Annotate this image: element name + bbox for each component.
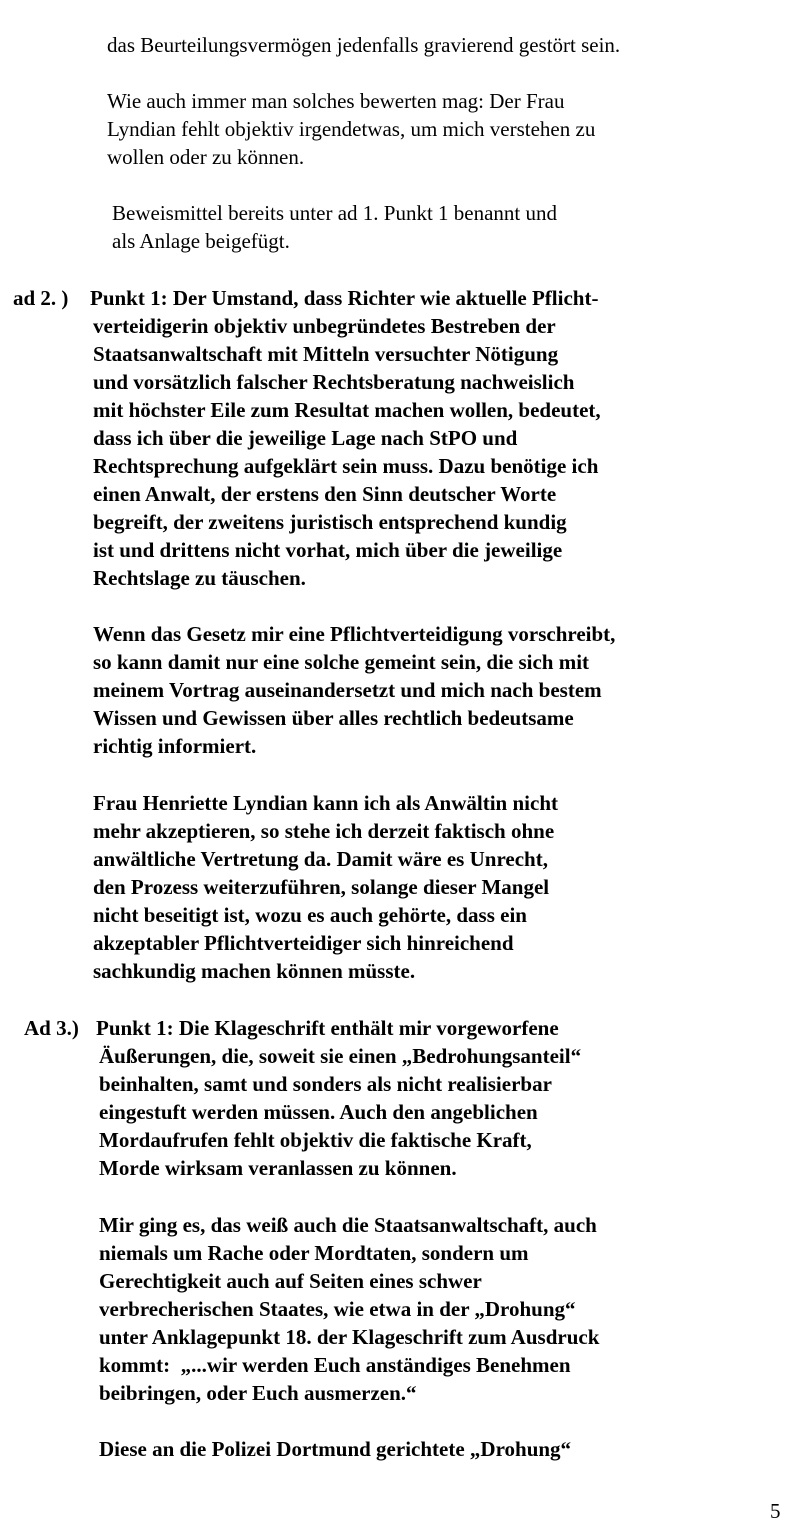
text-line: Diese an die Polizei Dortmund gerichtete „Drohung“ (99, 1437, 572, 1461)
text-line: wollen oder zu können. (107, 145, 305, 169)
paragraph (99, 1211, 599, 1407)
text-line: Punkt 1: Die Klageschrift enthält mir vorgeworfene (96, 1016, 559, 1040)
text-line: Frau Henriette Lyndian kann ich als Anwältin nicht (93, 791, 558, 815)
paragraph (112, 199, 557, 255)
text-line: Punkt 1: Der Umstand, dass Richter wie aktuelle Pflicht- (90, 286, 599, 310)
text-line: Wissen und Gewissen über alles rechtlich bedeutsame (93, 706, 574, 730)
paragraph (107, 87, 595, 171)
text-line: Lyndian fehlt objektiv irgendetwas, um mich verstehen zu (107, 117, 596, 141)
text-line: beibringen, oder Euch ausmerzen.“ (99, 1381, 417, 1405)
text-line: Mir ging es, das weiß auch die Staatsanwaltschaft, auch (99, 1213, 597, 1237)
text-line: Staatsanwaltschaft mit Mitteln versuchter Nötigung (93, 342, 559, 366)
text-line: verteidigerin objektiv unbegründetes Bestreben der (93, 314, 556, 338)
text-line: das Beurteilungsvermögen jedenfalls gravierend gestört sein. (107, 33, 621, 57)
text-line: Rechtsprechung aufgeklärt sein muss. Dazu benötige ich (93, 454, 599, 478)
text-line: Rechtslage zu täuschen. (93, 566, 306, 590)
text-line: Gerechtigkeit auch auf Seiten eines schwer (99, 1269, 482, 1293)
page-number: 5 (770, 1499, 781, 1523)
text-line: Äußerungen, die, soweit sie einen „Bedrohungsanteil“ (99, 1044, 582, 1068)
text-line: eingestuft werden müssen. Auch den angeblichen (99, 1100, 538, 1124)
text-line: anwältliche Vertretung da. Damit wäre es Unrecht, (93, 847, 548, 871)
text-line: dass ich über die jeweilige Lage nach StPO und (93, 426, 518, 450)
text-line: mit höchster Eile zum Resultat machen wollen, bedeutet, (93, 398, 601, 422)
text-line: Mordaufrufen fehlt objektiv die faktische Kraft, (99, 1128, 532, 1152)
text-line: begreift, der zweitens juristisch entsprechend kundig (93, 510, 567, 534)
paragraph (90, 284, 601, 592)
text-line: einen Anwalt, der erstens den Sinn deutscher Worte (93, 482, 557, 506)
text-line: richtig informiert. (93, 734, 257, 758)
text-line: ist und drittens nicht vorhat, mich über die jeweilige (93, 538, 563, 562)
paragraph (96, 1014, 581, 1182)
text-line: so kann damit nur eine solche gemeint sein, die sich mit (93, 650, 590, 674)
text-line: kommt: „...wir werden Euch anständiges Benehmen (99, 1353, 571, 1377)
text-line: Morde wirksam veranlassen zu können. (99, 1156, 457, 1180)
text-line: nicht beseitigt ist, wozu es auch gehörte, dass ein (93, 903, 527, 927)
text-line: und vorsätzlich falscher Rechtsberatung nachweislich (93, 370, 575, 394)
text-line: niemals um Rache oder Mordtaten, sondern um (99, 1241, 529, 1265)
text-line: Wie auch immer man solches bewerten mag: Der Frau (107, 89, 565, 113)
text-line: sachkundig machen können müsste. (93, 959, 416, 983)
section-label-ad2: ad 2. ) (13, 286, 69, 310)
text-line: den Prozess weiterzuführen, solange dieser Mangel (93, 875, 550, 899)
paragraph (93, 620, 615, 760)
text-line: verbrecherischen Staates, wie etwa in der „Drohung“ (99, 1297, 576, 1321)
paragraph (99, 1435, 571, 1463)
text-line: beinhalten, samt und sonders als nicht realisierbar (99, 1072, 552, 1096)
text-line: Wenn das Gesetz mir eine Pflichtverteidigung vorschreibt, (93, 622, 616, 646)
text-line: akzeptabler Pflichtverteidiger sich hinreichend (93, 931, 514, 955)
text-line: unter Anklagepunkt 18. der Klageschrift zum Ausdruck (99, 1325, 600, 1349)
text-line: Beweismittel bereits unter ad 1. Punkt 1 benannt und (112, 201, 557, 225)
text-line: meinem Vortrag auseinandersetzt und mich nach bestem (93, 678, 602, 702)
text-line: als Anlage beigefügt. (112, 229, 290, 253)
text-line: mehr akzeptieren, so stehe ich derzeit faktisch ohne (93, 819, 555, 843)
paragraph (93, 789, 558, 985)
section-label-ad3: Ad 3.) (24, 1016, 79, 1040)
